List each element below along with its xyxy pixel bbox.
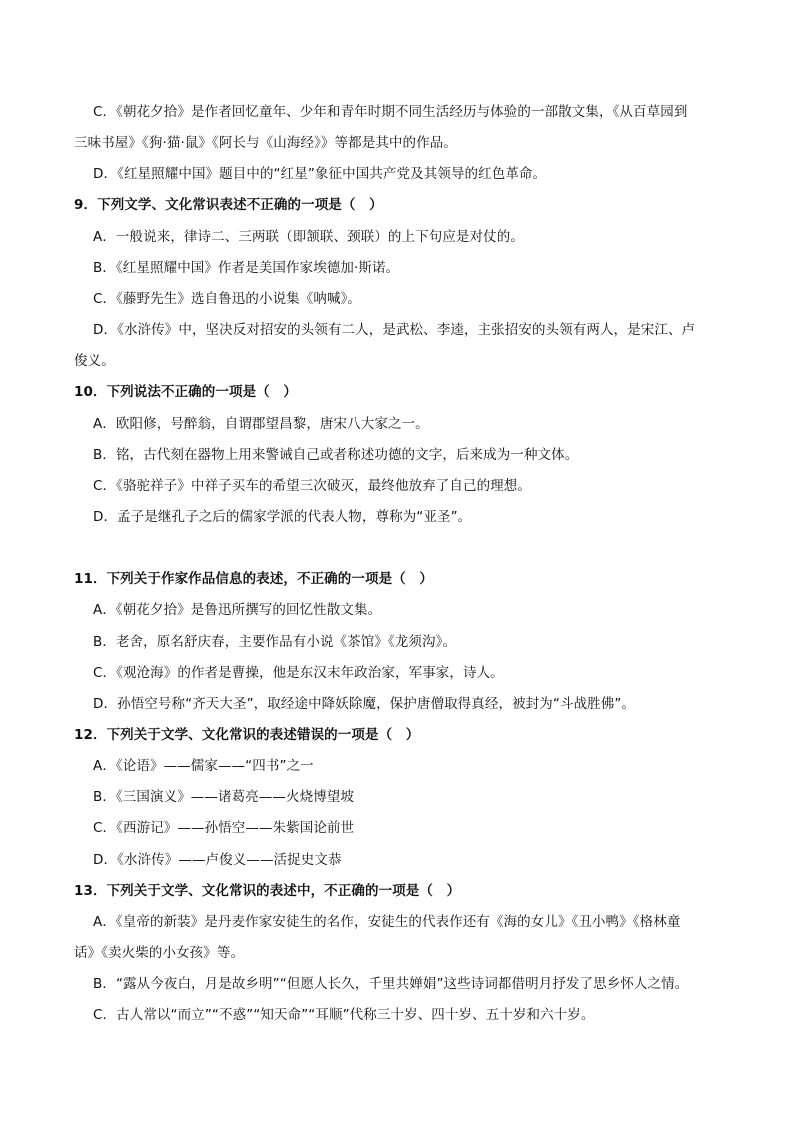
q12-option-c: C．《西游记》——孙悟空——朱紫国论前世 — [93, 820, 355, 836]
question-11: 11．下列关于作家作品信息的表述，不正确的一项是（ ） — [74, 571, 433, 587]
q13-option-b: B．“露从今夜白，月是故乡明”“但愿人长久，千里共婵娟”这些诗词都借明月抒发了思乡怀人之情。 — [93, 976, 689, 992]
option-c-prev-cont: 三味书屋》《狗·猫·鼠》《阿长与《山海经》》等都是其中的作品。 — [74, 135, 457, 151]
q9-option-d: D．《水浒传》中，坚决反对招安的头领有二人，是武松、李逵，主张招安的头领有两人，是宋江、卢 — [93, 322, 696, 338]
q10-option-d: D．孟子是继孔子之后的儒家学派的代表人物，尊称为“亚圣”。 — [93, 509, 472, 525]
q10-option-a: A．欧阳修，号醉翁，自谓郡望昌黎，唐宋八大家之一。 — [93, 416, 429, 432]
q13-option-a-cont: 话》《卖火柴的小女孩》等。 — [74, 945, 245, 961]
q10-option-b: B．铭，古代刻在器物上用来警诫自己或者称述功德的文字，后来成为一种文体。 — [93, 447, 579, 463]
q11-option-a: A．《朝花夕拾》是鲁迅所撰写的回忆性散文集。 — [93, 602, 382, 618]
q11-option-c: C．《观沧海》的作者是曹操，他是东汉末年政治家，军事家，诗人。 — [93, 665, 504, 681]
q11-option-d: D．孙悟空号称“齐天大圣”，取经途中降妖除魔，保护唐僧取得真经，被封为“斗战胜佛”。 — [93, 696, 636, 712]
q12-option-d: D．《水浒传》——卢俊义——活捉史文恭 — [93, 852, 342, 868]
q13-option-c: C．古人常以“而立”“不惑”“知天命”“耳顺”代称三十岁、四十岁、五十岁和六十岁。 — [93, 1007, 595, 1023]
option-c-prev: C．《朝花夕拾》是作者回忆童年、少年和青年时期不同生活经历与体验的一部散文集，《从百草园到 — [93, 104, 688, 120]
q13-option-a: A．《皇帝的新装》是丹麦作家安徒生的名作，安徒生的代表作还有《海的女儿》《丑小鸭》《格林童 — [93, 914, 681, 930]
q9-option-d-cont: 俊义。 — [74, 353, 115, 369]
question-13: 13．下列关于文学、文化常识的表述中，不正确的一项是（ ） — [74, 883, 461, 899]
q11-option-b: B．老舍，原名舒庆春，主要作品有小说《茶馆》《龙须沟》。 — [93, 634, 457, 650]
q9-option-b: B．《红星照耀中国》作者是美国作家埃德加·斯诺。 — [93, 260, 400, 276]
q10-option-c: C．《骆驼祥子》中祥子买车的希望三次破灭，最终他放弃了自己的理想。 — [93, 478, 531, 494]
question-9: 9．下列文学、文化常识表述不正确的一项是（ ） — [74, 197, 383, 213]
question-12: 12．下列关于文学、文化常识的表述错误的一项是（ ） — [74, 727, 420, 743]
question-10: 10．下列说法不正确的一项是（ ） — [74, 384, 297, 400]
q9-option-c: C．《藤野先生》选自鲁迅的小说集《呐喊》。 — [93, 291, 362, 307]
option-d-prev: D．《红星照耀中国》题目中的“红星”象征中国共产党及其领导的红色革命。 — [93, 166, 547, 182]
q9-option-a: A．一般说来，律诗二、三两联（即颔联、颈联）的上下句应是对仗的。 — [93, 229, 524, 245]
q12-option-b: B．《三国演义》——诸葛亮——火烧博望坡 — [93, 789, 355, 805]
q12-option-a: A．《论语》——儒家——“四书”之一 — [93, 758, 314, 774]
